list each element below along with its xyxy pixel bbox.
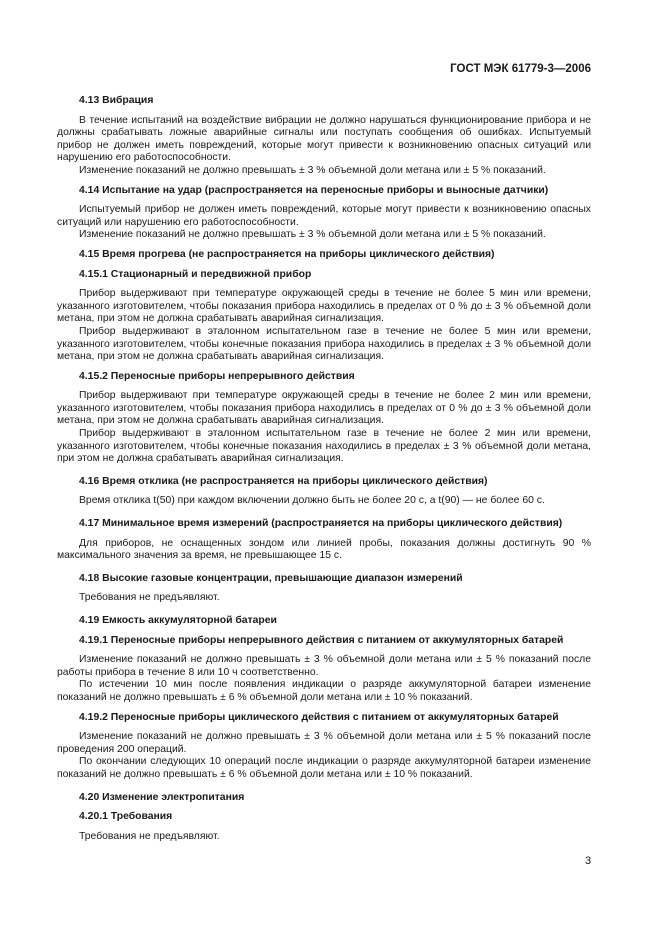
document-body — [57, 95, 591, 843]
paragraph: Прибор выдерживают в эталонном испытательном газе в течение не более 2 мин или времени, указанного изготовителем, чтобы конечные показания находились в пределах ± 3 % объемной доли метана, при этом не должна срабатывать аварийная сигнализация. — [57, 428, 591, 465]
section-4-13-heading: 4.13 Вибрация — [79, 95, 154, 106]
subsection-4-15-2-heading: 4.15.2 Переносные приборы непрерывного действия — [79, 370, 355, 382]
section-4-18-heading: 4.18 Высокие газовые концентрации, превышающие диапазон измерений — [79, 572, 463, 584]
paragraph: Испытуемый прибор не должен иметь повреждений, которые могут привести к возникновению опасных ситуаций или нарушению его работоспособности. — [57, 204, 591, 228]
paragraph: Изменение показаний не должно превышать ± 3 % объемной доли метана или ± 5 % показаний после работы прибора в течение 8 или 10 ч соответственно. — [57, 654, 591, 678]
subsection-4-15-1-heading: 4.15.1 Стационарный и передвижной прибор — [79, 268, 312, 280]
section-4-15-heading: 4.15 Время прогрева (не распространяется на приборы циклического действия) — [79, 248, 495, 260]
subsection-4-20-1-heading: 4.20.1 Требования — [79, 811, 173, 823]
paragraph: Прибор выдерживают в эталонном испытательном газе в течение не более 5 мин или времени, указанного изготовителем, чтобы конечные показания прибора находились в пределах ± 3 % объемной доли метана, при этом не должна срабатывать аварийная сигнализация. — [57, 325, 591, 363]
subsection-4-19-2-heading: 4.19.2 Переносные приборы циклического действия с питанием от аккумуляторных батарей — [79, 711, 559, 723]
paragraph: Время отклика t(50) при каждом включении должно быть не более 20 с, а t(90) — не более 60 с. — [79, 495, 545, 507]
section-4-20-heading: 4.20 Изменение электропитания — [79, 791, 245, 803]
subsection-4-19-1-heading: 4.19.1 Переносные приборы непрерывного действия с питанием от аккумуляторных батарей — [79, 634, 564, 646]
paragraph: Требования не предъявляют. — [79, 830, 220, 842]
page-number: 3 — [585, 855, 592, 867]
paragraph: Изменение показаний не должно превышать ± 3 % объемной доли метана или ± 5 % показаний. — [79, 229, 546, 241]
section-4-14-heading: 4.14 Испытание на удар (распространяется на переносные приборы и выносные датчики) — [79, 184, 549, 196]
paragraph: Для приборов, не оснащенных зондом или линией пробы, показания должны достигнуть 90 % максимального значения за время, не превышающее 15 с. — [57, 537, 591, 562]
paragraph: Требования не предъявляют. — [79, 592, 220, 604]
paragraph: По окончании следующих 10 операций после индикации о разряде аккумуляторной батареи изменение показаний не должно превышать ± 6 % объемной доли метана или ± 10 % показаний. — [57, 756, 591, 780]
paragraph: По истечении 10 мин после появления индикации о разряде аккумуляторной батареи изменение показаний не должно превышать ± 6 % объемной доли метана или ± 10 % показаний. — [57, 679, 591, 703]
paragraph: Прибор выдерживают при температуре окружающей среды в течение не более 2 мин или времени, указанного изготовителем, чтобы показания прибора находились в пределах от 0 % до ± 3 % объемной доли метана, при этом не должна срабатывать аварийная сигнализация. — [57, 390, 591, 427]
paragraph: В течение испытаний на воздействие вибрации не должно нарушаться функционирование прибора и не должны срабатывать ложные аварийные сигналы или поступать сообщения об ошибках. Испытуемый прибор не должен иметь повреждений, которые могут привести к возникновению опасных ситуаций или нарушению его работоспособности. — [57, 114, 591, 164]
paragraph: Изменение показаний не должно превышать ± 3 % объемной доли метана или ± 5 % показаний. — [79, 164, 546, 176]
paragraph: Изменение показаний не должно превышать ± 3 % объемной доли метана или ± 5 % показаний после проведения 200 операций. — [57, 731, 591, 755]
section-4-16-heading: 4.16 Время отклика (не распространяется на приборы циклического действия) — [79, 475, 488, 487]
section-4-17-heading: 4.17 Минимальное время измерений (распространяется на приборы циклического действия) — [79, 518, 563, 530]
section-4-19-heading: 4.19 Емкость аккумуляторной батареи — [79, 615, 277, 626]
paragraph: Прибор выдерживают при температуре окружающей среды в течение не более 5 мин или времени, указанного изготовителем, чтобы показания прибора находились в пределах от 0 % до ± 3 % объемной доли метана, при этом не должна срабатывать аварийная сигнализация. — [57, 288, 591, 325]
document-header: ГОСТ МЭК 61779-3—2006 — [450, 63, 591, 75]
